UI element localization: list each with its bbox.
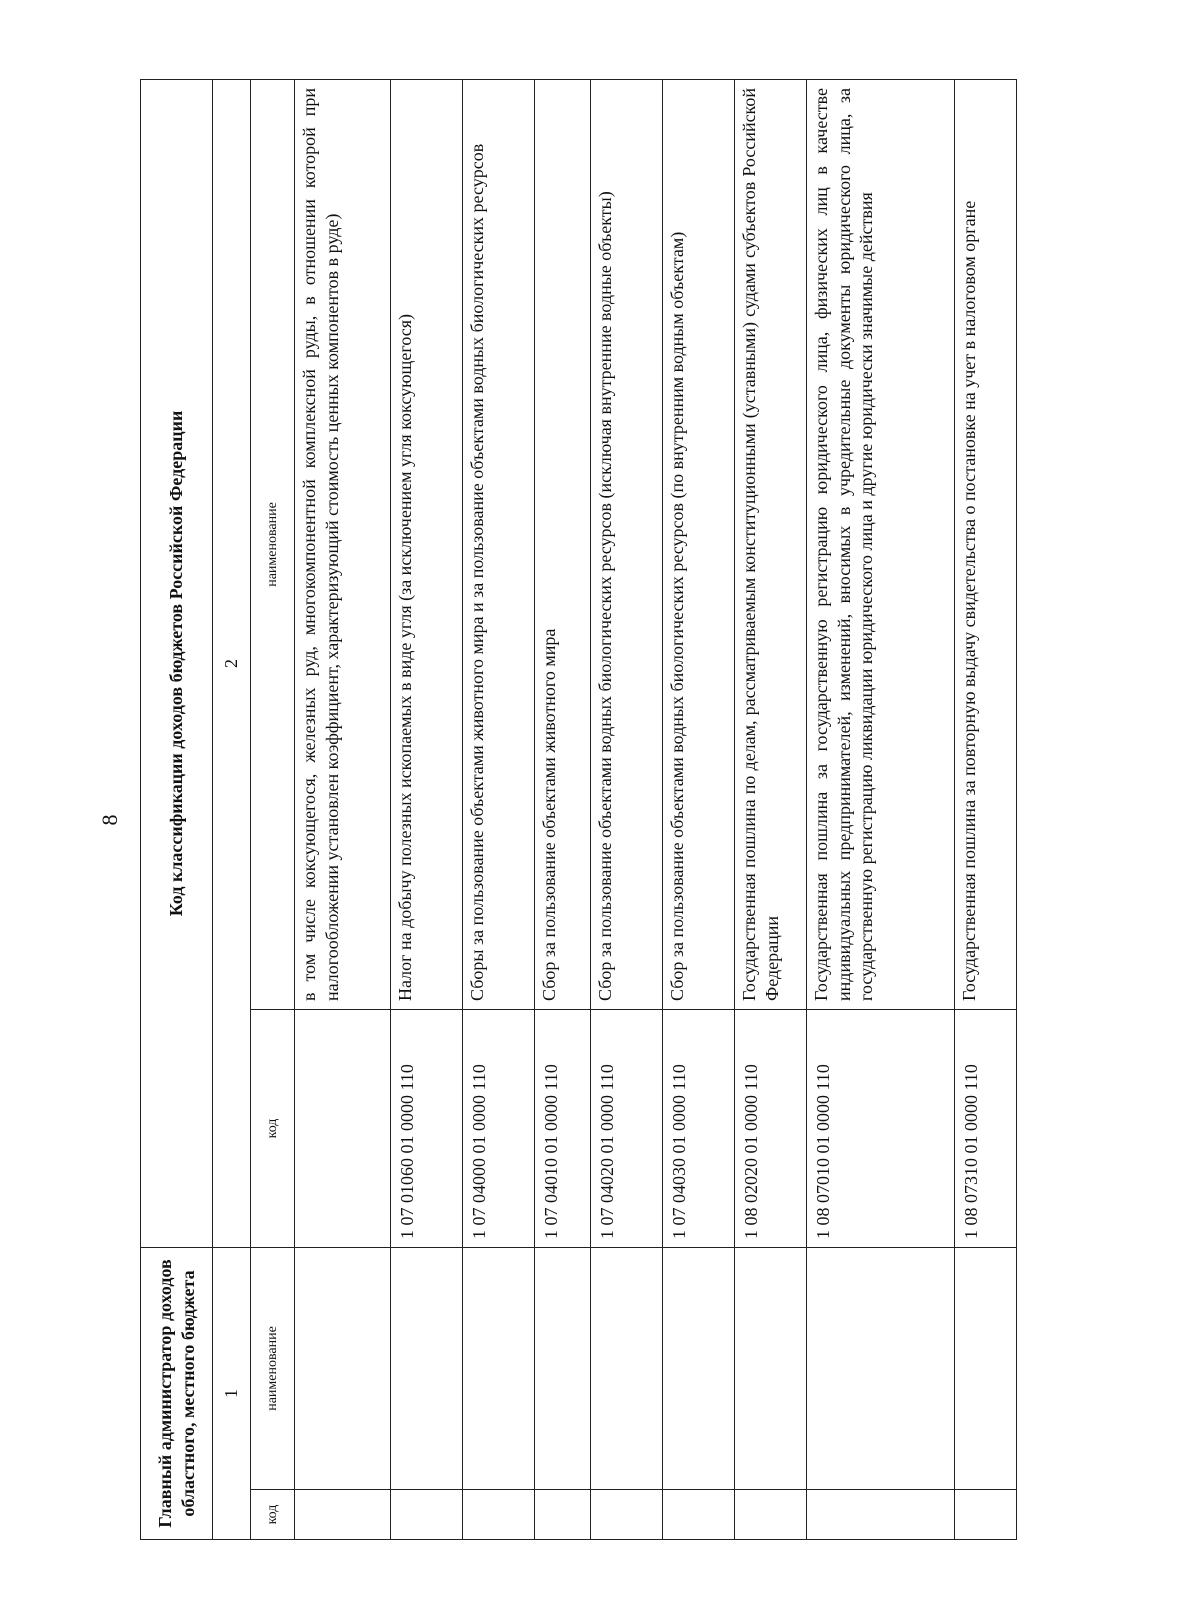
row-classification-name: Налог на добычу полезных ископаемых в виде угля (за исключением угля коксующегося) [391,79,463,1009]
row-admin-code [807,1490,955,1540]
row-classification-code: 1 07 04000 01 0000 110 [463,1009,535,1247]
table-row [295,79,391,1539]
row-classification-code: 1 07 04020 01 0000 110 [591,1009,663,1247]
row-classification-code: 1 07 01060 01 0000 110 [391,1009,463,1247]
row-admin-name [535,1247,591,1489]
row-classification-code: 1 08 02020 01 0000 110 [735,1009,807,1247]
row-classification-code: 1 08 07310 01 0000 110 [955,1009,1017,1247]
header-column-number-1: 1 [213,1247,251,1539]
row-admin-name [463,1247,535,1489]
header-classification-group: Код классификации доходов бюджетов Российской Федерации [141,79,213,1247]
row-classification-name: Сбор за пользование объектами водных биологических ресурсов (исключая внутренние водные объекты) [591,79,663,1009]
header-classification-name: наименование [251,79,295,1009]
row-admin-code [535,1490,591,1540]
header-admin-group: Главный администратор доходов областного, местного бюджета [141,1247,213,1539]
table-row [663,79,735,1539]
row-admin-code [295,1490,391,1540]
page-number: 8 [97,814,122,826]
revenue-classification-table [140,79,1017,1540]
row-admin-name [735,1247,807,1489]
table-row [955,79,1017,1539]
table-row [391,79,463,1539]
row-admin-name [807,1247,955,1489]
row-admin-code [591,1490,663,1540]
row-classification-name: в том числе коксующегося, железных руд, многокомпонентной комплексной руды, в отношении которой при налогообложении установлен коэффициент, характеризующий стоимость ценных компонентов в руде) [295,79,391,1009]
row-classification-name: Сбор за пользование объектами животного мира [535,79,591,1009]
row-classification-name: Сборы за пользование объектами животного мира и за пользование объектами водных биологических ресурсов [463,79,535,1009]
table-row [807,79,955,1539]
row-classification-code [295,1009,391,1247]
header-admin-name: наименование [251,1247,295,1489]
table-row [535,79,591,1539]
row-admin-code [463,1490,535,1540]
row-classification-name: Государственная пошлина по делам, рассматриваемым конституционными (уставными) судами субъектов Российской Федерации [735,79,807,1009]
table-row [463,79,535,1539]
row-admin-name [295,1247,391,1489]
row-classification-code: 1 08 07010 01 0000 110 [807,1009,955,1247]
row-admin-name [663,1247,735,1489]
row-admin-code [391,1490,463,1540]
table-row [735,79,807,1539]
row-admin-name [955,1247,1017,1489]
rotated-table-wrapper [140,80,1035,1540]
header-admin-code: код [251,1490,295,1540]
row-admin-code [663,1490,735,1540]
row-classification-code: 1 07 04030 01 0000 110 [663,1009,735,1247]
row-admin-code [735,1490,807,1540]
row-admin-name [391,1247,463,1489]
header-classification-code: код [251,1009,295,1247]
row-admin-name [591,1247,663,1489]
row-classification-name: Государственная пошлина за повторную выдачу свидетельства о постановке на учет в налоговом органе [955,79,1017,1009]
table-row [591,79,663,1539]
row-classification-name: Сбор за пользование объектами водных биологических ресурсов (по внутренним водным объектам) [663,79,735,1009]
row-classification-name: Государственная пошлина за государственную регистрацию юридического лица, физических лиц в качестве индивидуальных предпринимателей, изменений, вносимых в учредительные документы юридического лица, за государственную регистрацию ликвидации юридического лица и другие юридически значимые действия [807,79,955,1009]
header-column-number-2: 2 [213,79,251,1247]
row-classification-code: 1 07 04010 01 0000 110 [535,1009,591,1247]
row-admin-code [955,1490,1017,1540]
